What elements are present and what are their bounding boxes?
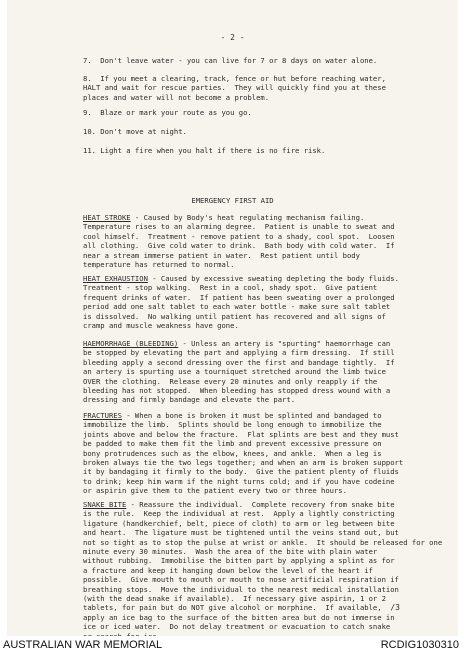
document-page bbox=[7, 0, 458, 636]
list-item-8: 8. If you meet a clearing, track, fence or hut before reaching water, HALT and wait for rescue parties. They will quickly find you at these places and water will not become a problem. bbox=[83, 74, 386, 102]
paragraph-heat-exhaustion bbox=[83, 274, 413, 330]
archive-reference: RCDIG1030310 bbox=[380, 639, 459, 651]
list-item-7: 7. Don't leave water - you can live for 7 or 8 days on water alone. bbox=[83, 56, 378, 65]
continuation-mark: /3 bbox=[390, 603, 400, 612]
paragraph-text: - Caused by excessive sweating depleting the body fluids. Treatment - stop walking. Rest in a cool, shady spot. Give patient frequent drinks of water. If patient has been sweating over a prolonged period add one salt tablet to each water bottle - make sure salt tablet is dissolved. No walking until patient has recovered and all signs of cramp and muscle weakness have gone. bbox=[83, 274, 399, 331]
archive-footer bbox=[0, 636, 464, 654]
list-item-11: 11. Light a fire when you halt if there is no fire risk. bbox=[83, 146, 326, 155]
paragraph-text: - Caused by Body's heat regulating mechanism failing. Temperature rises to an alarming degree. Patient is unable to sweat and cool himself. Treatment - remove patient to a shady, cool spot. Loosen all clothing. Give cold water to drink. Bath body with cold water. If near a stream immerse patient in water. Rest patient until body temperature has returned to normal. bbox=[83, 213, 395, 270]
list-item-9: 9. Blaze or mark your route as you go. bbox=[83, 108, 252, 117]
section-heading: EMERGENCY FIRST AID bbox=[191, 196, 274, 205]
paragraph-title: HEAT EXHAUSTION bbox=[83, 274, 148, 283]
paragraph-text: - Reassure the individual. Complete recovery from snake bite is the rule. Keep the individual at rest. Apply a lightly constricting ligature (handkerchief, belt, piece of cloth) to arm or leg between bite and heart. The ligature must be tightened until the veins stand out, but not so tight as to stop the pulse at wrist or ankle. It should be released for one minute every 30 minutes. Wash the area of the bite with plain water without rubbing. Immobilise the bitten part by applying a splint as for a fracture and keep it hanging down below the level of the heart if possible. Give mouth to mouth or mouth to nose artificial respiration if breathing stops. Move the individual to the nearest medical installation (with the dead snake if available). If necessary give aspirin, 1 or 2 tablets, for pain but do NOT give alcohol or morphine. If available, apply an ice bag to the surface of the bitten area but do not immerse in ice or iced water. Do not delay treatment or evacuation to catch snake bbox=[83, 500, 443, 632]
paragraph-heat-stroke bbox=[83, 213, 413, 269]
paragraph-title: FRACTURES bbox=[83, 411, 122, 420]
paragraph-haemorrhage bbox=[83, 339, 413, 405]
paragraph-text: - Unless an artery is "spurting" haemorrhage can be stopped by elevating the part and applying a firm dressing. If still bleeding apply a second dressing over the first and bandage tightly. If an artery is spurting use a tourniquet stretched around the limb twice OVER the clothing. Release every 20 minutes and only reapply if the bleeding has not stopped. When bleeding has stopped dress wound with a dressing and firmly bandage and elevate the part. bbox=[83, 339, 395, 405]
paragraph-text: - When a bone is broken it must be splinted and bandaged to immobilize the limb. Splints should be long enough to immobilize the joints above and below the fracture. Flat splints are best and they must be padded to make them fit the limb and prevent excessive pressure on bony protrudences such as the elbow, knees, and ankle. When a leg is broken always tie the two legs together; and when an arm is broken support it by bandaging it firmly to the body. Give the patient plenty of fluids to drink; keep him warm if the night turns cold; and if you have codeine or aspirin give them to the patient every two or three hours. bbox=[83, 411, 404, 496]
paragraph-title: SNAKE BITE bbox=[83, 500, 127, 509]
paragraph-fractures bbox=[83, 411, 413, 496]
paragraph-title: HAEMORRHAGE (BLEEDING) bbox=[83, 339, 179, 348]
paragraph-title: HEAT STROKE bbox=[83, 213, 131, 222]
archive-name: AUSTRALIAN WAR MEMORIAL bbox=[3, 639, 163, 651]
page-number: - 2 - bbox=[220, 33, 245, 42]
paragraph-snake-bite bbox=[83, 500, 443, 641]
list-item-10: 10. Don't move at night. bbox=[83, 127, 187, 136]
